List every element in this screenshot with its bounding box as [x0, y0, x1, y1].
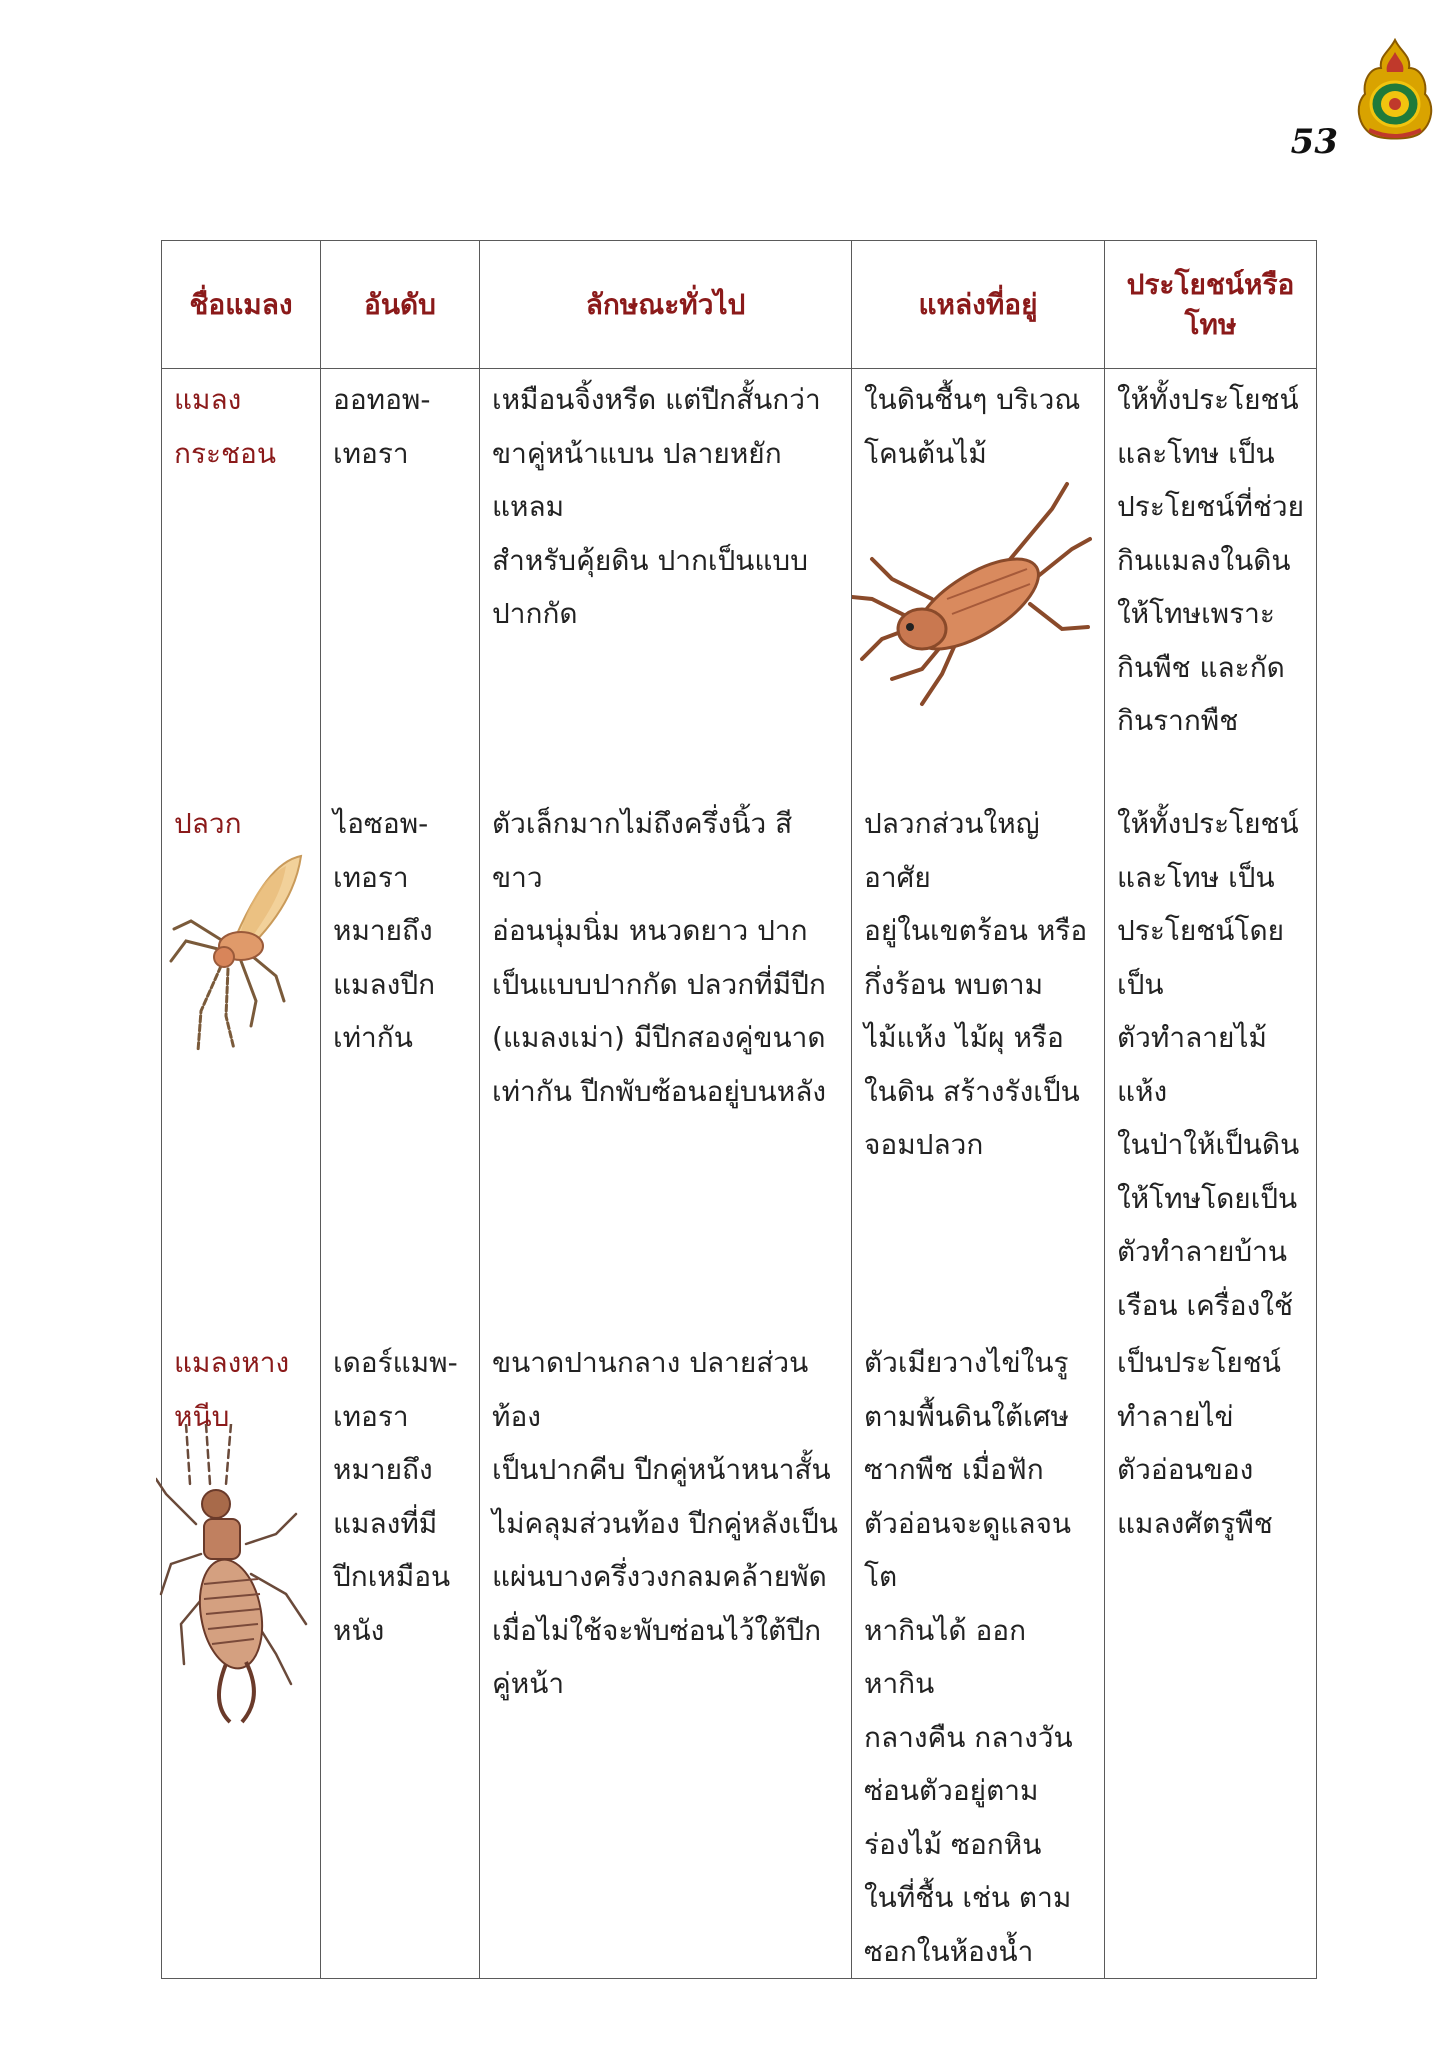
habitat-line: จอมปลวก: [864, 1128, 984, 1161]
characteristics-line: (แมลงเม่า) มีปีกสองคู่ขนาด: [492, 1021, 826, 1054]
order-line: แมลงที่มี: [333, 1506, 438, 1540]
characteristics-line: คู่หน้า: [492, 1667, 565, 1700]
habitat-cell: [852, 369, 1105, 794]
habitat-line: กลางคืน กลางวัน: [864, 1720, 1073, 1754]
order-line: เดอร์แมพ-: [333, 1346, 458, 1379]
characteristics-line: เท่ากัน ปีกพับซ้อนอยู่บนหลัง: [492, 1074, 827, 1108]
habitat-line: ไม้แห้ง ไม้ผุ หรือ: [864, 1021, 1064, 1054]
habitat-line: ตัวเมียวางไข่ในรู: [864, 1346, 1069, 1379]
characteristics-line: เมื่อไม่ใช้จะพับซ่อนไว้ใต้ปีก: [492, 1613, 822, 1647]
characteristics-line: ขนาดปานกลาง ปลายส่วนท้อง: [492, 1346, 809, 1433]
order-line: แมลงปีก: [333, 967, 436, 1001]
header-benefit-or-harm: ประโยชน์หรือโทษ: [1105, 241, 1317, 369]
benefit-harm-line: แมลงศัตรูพืช: [1117, 1506, 1273, 1540]
characteristics-line: อ่อนนุ่มนิ่ม หนวดยาว ปาก: [492, 914, 808, 947]
habitat-line: หากินได้ ออกหากิน: [864, 1613, 1027, 1700]
habitat-line: ปลวกส่วนใหญ่อาศัย: [864, 807, 1040, 894]
benefit-harm-line: ให้โทษเพราะ: [1117, 597, 1275, 630]
benefit-harm-line: กินพืช และกัด: [1117, 650, 1285, 684]
habitat-line: ในดินชื้นๆ บริเวณ: [864, 383, 1081, 416]
order-line: ปีกเหมือน: [333, 1560, 451, 1593]
insect-name-cell: [162, 369, 321, 794]
earwig-illustration: [156, 1424, 316, 1724]
insect-name-line: ปลวก: [174, 807, 242, 840]
habitat-line: ซากพืช เมื่อฟัก: [864, 1453, 1044, 1486]
insect-name-line: กระชอน: [174, 436, 276, 470]
school-emblem-logo: [1355, 38, 1435, 142]
insect-table: [161, 240, 1317, 1979]
order-line: เท่ากัน: [333, 1021, 413, 1054]
characteristics-line: ขาคู่หน้าแบน ปลายหยักแหลม: [492, 436, 782, 523]
benefit-harm-line: ให้โทษโดยเป็น: [1117, 1181, 1298, 1215]
table-row: [162, 793, 1317, 1332]
benefit-harm-line: เรือน เครื่องใช้: [1117, 1288, 1293, 1322]
order-line: หมายถึง: [333, 914, 433, 947]
insect-name-line: แมลง: [174, 383, 242, 416]
characteristics-cell: [480, 793, 852, 1332]
insect-name-line: หนีบ: [174, 1399, 230, 1433]
order-line: เทอรา: [333, 1399, 409, 1433]
characteristics-line: ปากกัด: [492, 597, 578, 630]
habitat-line: ซ่อนตัวอยู่ตาม: [864, 1774, 1039, 1807]
characteristics-line: เหมือนจิ้งหรีด แต่ปีกสั้นกว่า: [492, 383, 821, 416]
order-line: เทอรา: [333, 436, 409, 470]
termite-illustration: [166, 851, 306, 1051]
characteristics-line: แผ่นบางครึ่งวงกลมคล้ายพัด: [492, 1560, 827, 1593]
order-cell: [321, 369, 480, 794]
benefit-harm-line: ประโยชน์โดยเป็น: [1117, 914, 1285, 1001]
benefit-harm-line: ทำลายไข่: [1117, 1399, 1234, 1433]
insect-name-cell: [162, 1332, 321, 1979]
header-insect-name: ชื่อแมลง: [162, 241, 321, 369]
order-cell: [321, 793, 480, 1332]
benefit-harm-line: กินแมลงในดิน: [1117, 543, 1291, 577]
habitat-cell: [852, 793, 1105, 1332]
benefit-harm-cell: [1105, 369, 1317, 794]
benefit-harm-line: และโทษ เป็น: [1117, 860, 1275, 894]
habitat-line: กึ่งร้อน พบตาม: [864, 967, 1044, 1001]
habitat-line: ในดิน สร้างรังเป็น: [864, 1074, 1080, 1108]
benefit-harm-line: ให้ทั้งประโยชน์: [1117, 807, 1299, 840]
benefit-harm-line: ตัวอ่อนของ: [1117, 1453, 1254, 1486]
order-line: หนัง: [333, 1613, 385, 1647]
order-line: เทอรา: [333, 860, 409, 894]
characteristics-line: เป็นแบบปากกัด ปลวกที่มีปีก: [492, 967, 826, 1001]
habitat-cell: [852, 1332, 1105, 1979]
benefit-harm-cell: [1105, 793, 1317, 1332]
page-number: 53: [1290, 122, 1338, 162]
habitat-line: ตัวอ่อนจะดูแลจนโต: [864, 1506, 1072, 1593]
habitat-line: โคนต้นไม้: [864, 436, 987, 470]
table-row: [162, 369, 1317, 794]
insect-name-line: แมลงหาง: [174, 1346, 290, 1379]
order-line: ออทอพ-: [333, 383, 431, 416]
benefit-harm-line: เป็นประโยชน์: [1117, 1346, 1281, 1379]
benefit-harm-cell: [1105, 1332, 1317, 1979]
table-row: [162, 1332, 1317, 1979]
benefit-harm-line: ตัวทำลายบ้าน: [1117, 1235, 1288, 1268]
characteristics-line: เป็นปากคีบ ปีกคู่หน้าหนาสั้น: [492, 1453, 831, 1486]
insect-name-cell: [162, 793, 321, 1332]
benefit-harm-line: ประโยชน์ที่ช่วย: [1117, 490, 1305, 523]
habitat-line: อยู่ในเขตร้อน หรือ: [864, 914, 1088, 947]
benefit-harm-line: ตัวทำลายไม้แห้ง: [1117, 1021, 1267, 1108]
mole-cricket-illustration: [852, 479, 1092, 729]
benefit-harm-line: กินรากพืช: [1117, 704, 1239, 737]
habitat-line: ซอกในห้องน้ำ: [864, 1934, 1034, 1968]
table-header-row: [162, 241, 1317, 369]
benefit-harm-line: ให้ทั้งประโยชน์: [1117, 383, 1299, 416]
header-order: อันดับ: [321, 241, 480, 369]
characteristics-line: ไม่คลุมส่วนท้อง ปีกคู่หลังเป็น: [492, 1506, 838, 1540]
characteristics-cell: [480, 1332, 852, 1979]
header-habitat: แหล่งที่อยู่: [852, 241, 1105, 369]
order-line: ไอซอพ-: [333, 807, 429, 840]
order-cell: [321, 1332, 480, 1979]
benefit-harm-line: และโทษ เป็น: [1117, 436, 1275, 470]
habitat-line: ตามพื้นดินใต้เศษ: [864, 1399, 1069, 1433]
characteristics-cell: [480, 369, 852, 794]
characteristics-line: สำหรับคุ้ยดิน ปากเป็นแบบ: [492, 543, 808, 577]
benefit-harm-line: ในป่าให้เป็นดิน: [1117, 1128, 1300, 1161]
habitat-line: ร่องไม้ ซอกหิน: [864, 1827, 1042, 1861]
order-line: หมายถึง: [333, 1453, 433, 1486]
characteristics-line: ตัวเล็กมากไม่ถึงครึ่งนิ้ว สีขาว: [492, 807, 793, 894]
header-characteristics: ลักษณะทั่วไป: [480, 241, 852, 369]
habitat-line: ในที่ชื้น เช่น ตาม: [864, 1881, 1072, 1914]
